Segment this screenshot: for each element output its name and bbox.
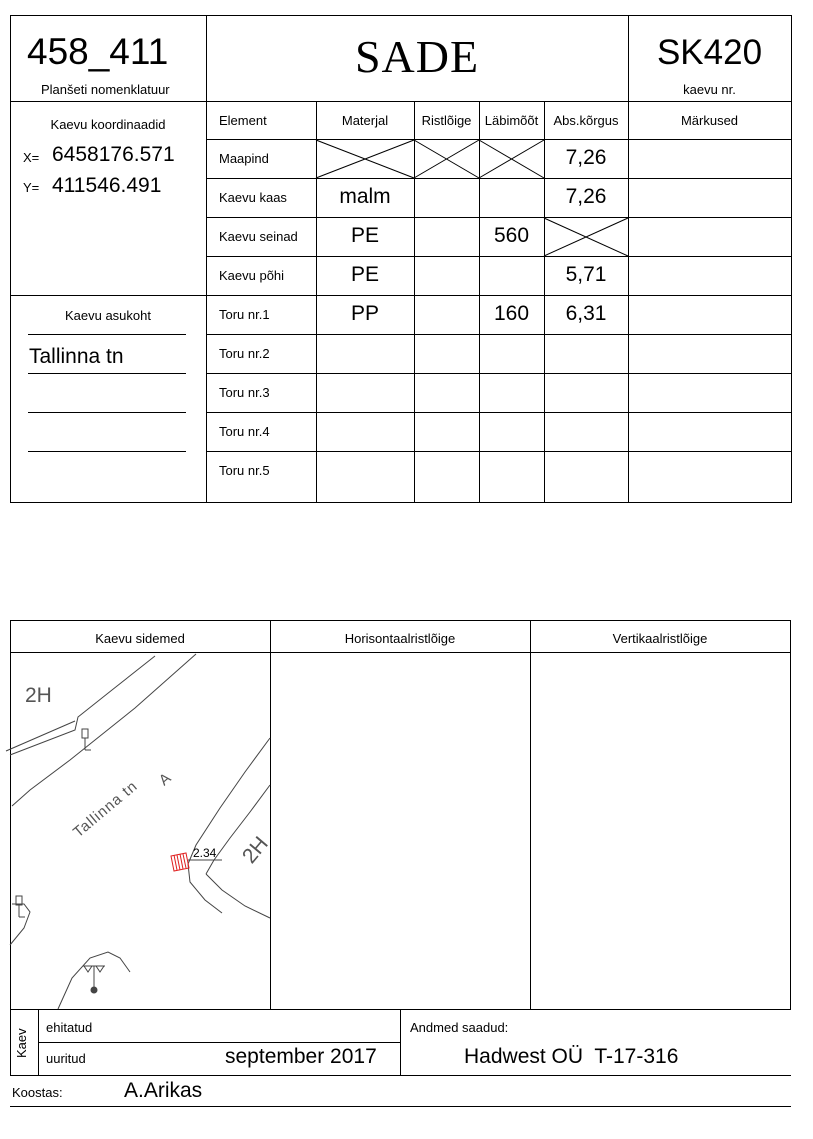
table-cell-diameter: 160 xyxy=(493,302,530,325)
table-cell-element: Toru nr.1 xyxy=(219,307,270,322)
table-cell-abs-height: 7,26 xyxy=(565,185,607,208)
compiled-label: Koostas: xyxy=(12,1085,63,1100)
table-cell-element: Toru nr.3 xyxy=(219,385,270,400)
horizontal-section-title: Horisontaalristlõige xyxy=(344,631,456,646)
table-cell-diameter: 560 xyxy=(493,224,530,247)
x-value: 6458176.571 xyxy=(52,143,175,166)
table-cell-element: Toru nr.4 xyxy=(219,424,270,439)
table-cell-element: Kaevu põhi xyxy=(219,268,285,283)
page-title: SADE xyxy=(354,31,480,82)
well-symbol xyxy=(171,853,189,871)
y-label: Y= xyxy=(23,180,40,195)
map-label-2h-right: 2H xyxy=(238,832,273,868)
column-header: Abs.kõrgus xyxy=(553,113,619,128)
table-cell-abs-height: 7,26 xyxy=(565,146,607,169)
links-title: Kaevu sidemed xyxy=(95,631,185,646)
coordinates-label: Kaevu koordinaadid xyxy=(50,117,166,132)
table-cell-element: Maapind xyxy=(219,151,269,166)
column-header: Märkused xyxy=(680,113,739,128)
y-value: 411546.491 xyxy=(52,174,162,197)
vertical-section-title: Vertikaalristlõige xyxy=(612,631,708,646)
table-cell-material: PE xyxy=(350,224,379,247)
column-header: Läbimõõt xyxy=(484,113,539,128)
location-line-1: Tallinna tn xyxy=(29,345,124,368)
table-cell-element: Toru nr.5 xyxy=(219,463,270,478)
table-cell-element: Toru nr.2 xyxy=(219,346,270,361)
column-header: Ristlõige xyxy=(421,113,472,128)
compiled-value: A.Arikas xyxy=(124,1079,203,1102)
x-label: X= xyxy=(23,150,40,165)
table-cell-material: PE xyxy=(350,263,379,286)
table-cell-material: PP xyxy=(350,302,379,325)
column-header: Element xyxy=(219,113,267,128)
map-dimension: 2.34 xyxy=(193,846,217,860)
column-header: Materjal xyxy=(341,113,389,128)
map-street-letter: A xyxy=(155,769,175,790)
nomenclature-value: 458_411 xyxy=(27,31,169,72)
map-street-label: Tallinna tn xyxy=(70,777,142,842)
surveyed-label: uuritud xyxy=(46,1051,86,1066)
table-cell-abs-height: 5,71 xyxy=(565,263,607,286)
table-cell-element: Kaevu kaas xyxy=(219,190,287,205)
table-cell-material: malm xyxy=(339,185,391,208)
well-number-value: SK420 xyxy=(656,33,763,72)
table-cell-element: Kaevu seinad xyxy=(219,229,298,244)
built-label: ehitatud xyxy=(46,1020,93,1035)
well-number-label: kaevu nr. xyxy=(683,82,736,97)
nomenclature-label: Planšeti nomenklatuur xyxy=(41,82,170,97)
well-label: Kaev xyxy=(14,1028,29,1058)
map-label-2h: 2H xyxy=(25,684,52,707)
location-label: Kaevu asukoht xyxy=(64,308,151,323)
surveyed-value: september 2017 xyxy=(225,1045,377,1068)
data-source-label: Andmed saadud: xyxy=(410,1020,509,1035)
table-cell-abs-height: 6,31 xyxy=(565,302,607,325)
data-source-value: Hadwest OÜ T-17-316 xyxy=(464,1045,679,1068)
